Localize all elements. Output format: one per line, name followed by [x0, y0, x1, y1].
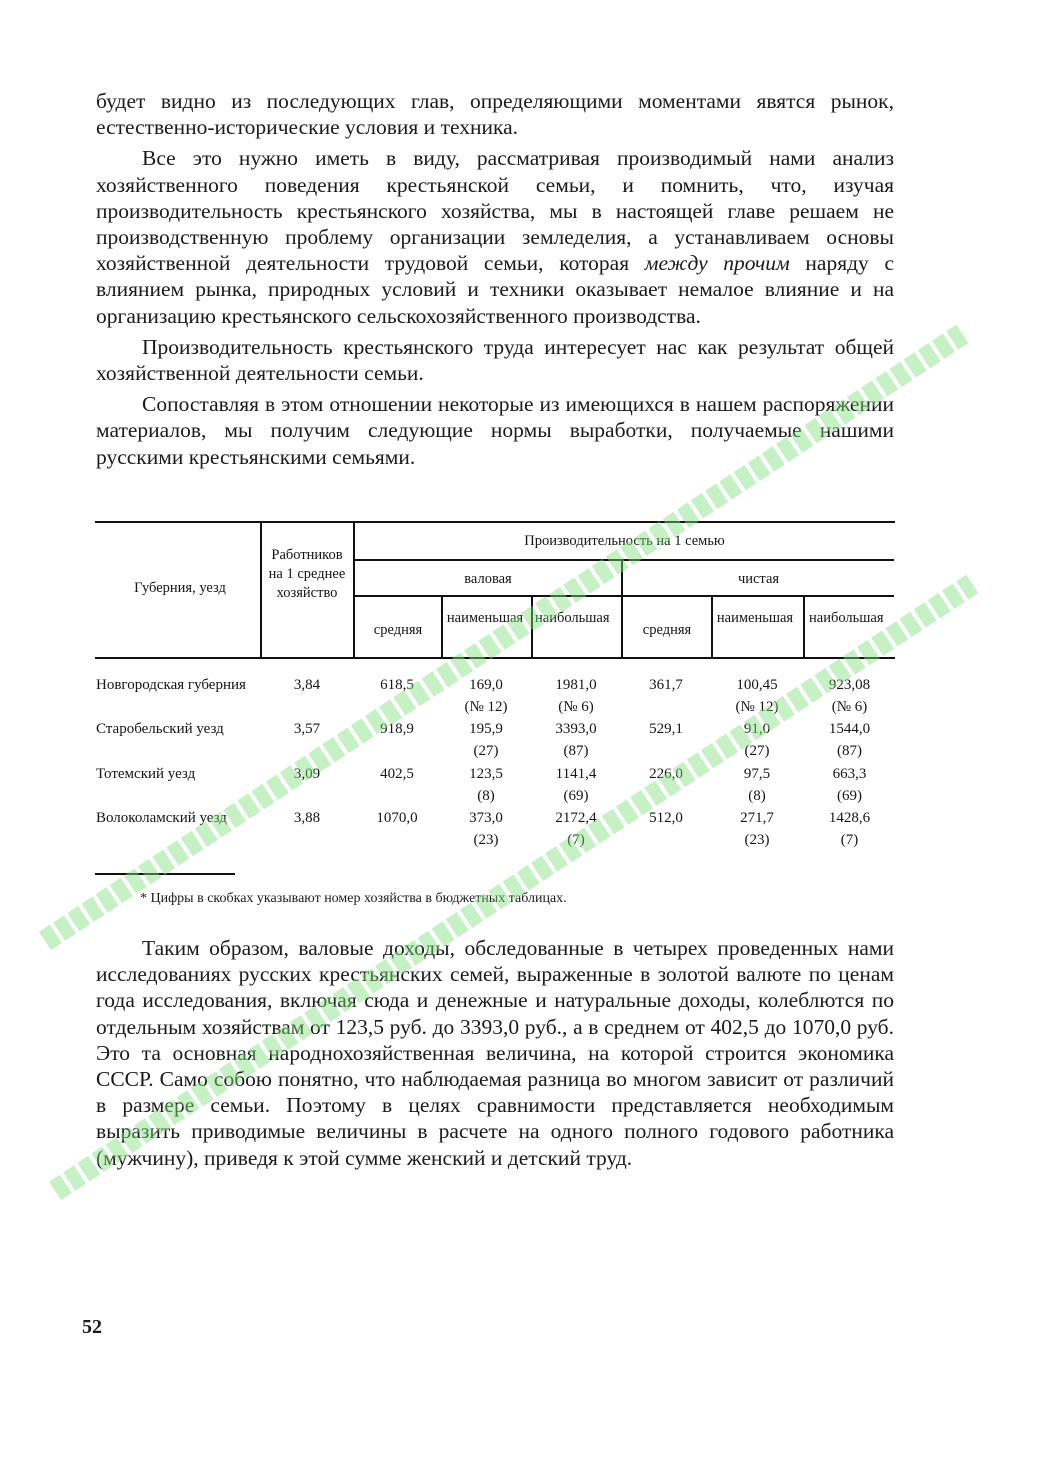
table-cell-gross-avg: 618,5: [380, 677, 414, 693]
table-cell-gross-max: 3393,0: [555, 721, 597, 737]
table-cell-net-max-n: (№ 6): [831, 699, 868, 715]
table-cell-net-max-n: (87): [837, 743, 862, 759]
paragraph-analysis-part2: наряду с влиянием рынка, природных условий и техники оказывает немалое влияние и на организацию крестьянского сельскохозяйственного производства.: [96, 251, 894, 328]
paragraph-comparison: Сопоставляя в этом отношении некоторые из имеющихся в нашем распоряжении материалов, мы получим следующие нормы выработки, получаемые нашими русскими крестьянскими семьями.: [96, 392, 894, 469]
header-net-max: наибольшая: [809, 610, 884, 626]
table-cell-gross-min: 195,9: [469, 721, 503, 737]
table-cell-net-max: 1544,0: [828, 721, 871, 737]
table-row-name: Волоколамский уезд: [96, 810, 227, 826]
table-cell-net-max: 923,08: [828, 677, 871, 693]
table-vline: [531, 596, 533, 657]
page-number: 52: [82, 1316, 102, 1338]
paragraph-productivity: Производительность крестьянского труда интересует нас как результат общей хозяйственной деятельности семьи.: [96, 334, 894, 386]
table-cell-net-avg: 529,1: [649, 721, 683, 737]
header-net-min: наименьшая: [716, 610, 794, 626]
table-cell-net-max-n: (69): [837, 788, 862, 804]
header-gross-avg: средняя: [373, 622, 423, 638]
header-net-avg: средняя: [642, 622, 692, 638]
table-cell-gross-min-n: (8): [477, 788, 495, 804]
footnote-rule: [95, 873, 235, 875]
table-cell-net-min-n: (№ 12): [735, 699, 779, 715]
table-row-name: Старобельский уезд: [96, 721, 224, 737]
body-text-bottom: [96, 935, 894, 1171]
table-vline: [260, 522, 262, 657]
table-cell-gross-min: 373,0: [469, 810, 503, 826]
table-cell-gross-max-n: (№ 6): [558, 699, 594, 715]
table-cell-net-max: 1428,6: [828, 810, 871, 826]
table-cell-gross-avg: 402,5: [380, 766, 414, 782]
table-cell-workers: 3,88: [293, 810, 321, 826]
table-cell-net-min: 91,0: [743, 721, 771, 737]
table-cell-gross-max: 1981,0: [555, 677, 597, 693]
table-cell-gross-min-n: (27): [473, 743, 499, 759]
table-cell-gross-min: 123,5: [469, 766, 503, 782]
table-cell-workers: 3,84: [293, 677, 321, 693]
table-row-name: Тотемский уезд: [96, 766, 196, 782]
table-cell-gross-max-n: (69): [563, 788, 589, 804]
table-cell-gross-avg: 918,9: [380, 721, 414, 737]
table-header-rule-1: [353, 559, 894, 561]
header-workers: Работников на 1 среднее хозяйство: [268, 547, 346, 601]
table-cell-net-max-n: (7): [840, 832, 859, 848]
table-cell-net-min-n: (8): [748, 788, 766, 804]
header-gross: валовая: [464, 571, 512, 587]
table-cell-net-avg: 226,0: [649, 766, 683, 782]
table-row-name: Новгородская губерния: [96, 677, 246, 693]
paragraph-conclusion: Таким образом, валовые доходы, обследованные в четырех проведенных нами исследованиях русских крестьянских семей, выраженные в золотой валюте по ценам года исследования, включая сюда и денежные и натуральные доходы, колеблются по отдельным хозяйствам от 123,5 руб. до 3393,0 руб., а в среднем от 402,5 до 1070,0 руб. Это та основная народнохозяйственная величина, на которой строится экономика СССР. Само собою понятно, что наблюдаемая разница во многом зависит от различий в размере семьи. Поэтому в целях сравнимости представляется необходимым выразить приводимые величины в расчете на одного полного годового работника (мужчину), приведя к этой сумме женский и детский труд.: [96, 936, 894, 1170]
table-cell-net-max: 663,3: [832, 766, 867, 782]
table-cell-gross-min: 169,0: [469, 677, 503, 693]
header-region: Губерния, уезд: [134, 580, 226, 596]
table-cell-net-avg: 361,7: [649, 677, 683, 693]
header-net: чистая: [737, 571, 780, 587]
paragraph-analysis: [96, 145, 894, 328]
paragraph-analysis-part1: Все это нужно иметь в виду, рассматривая производимый нами анализ хозяйственного поведения крестьянской семьи, и помнить, что, изучая производительность крестьянского хозяйства, мы в настоящей главе решаем не производственную проблему организации земледелия, а устанавливаем основы хозяйственной деятельности трудовой семьи, которая: [96, 146, 894, 276]
paragraph-analysis-emphasis: между прочим: [644, 251, 790, 276]
table-cell-net-min: 97,5: [743, 766, 771, 782]
header-productivity: Производительность на 1 семью: [524, 533, 725, 549]
table-top-rule: [95, 521, 895, 523]
footnote: * Цифры в скобках указывают номер хозяйства в бюджетных таблицах.: [140, 891, 567, 906]
table-vline: [441, 596, 443, 657]
table-cell-net-min: 271,7: [740, 810, 774, 826]
header-gross-max: наибольшая: [535, 610, 610, 626]
table-cell-gross-max-n: (7): [567, 832, 585, 848]
table-cell-gross-max-n: (87): [563, 743, 589, 759]
table-cell-gross-max: 2172,4: [555, 810, 597, 826]
table-cell-gross-min-n: (23): [473, 832, 499, 848]
table-vline: [711, 596, 713, 657]
table-header-bottom-rule: [95, 657, 895, 659]
table-cell-workers: 3,09: [293, 766, 321, 782]
table-cell-net-min: 100,45: [736, 677, 778, 693]
header-gross-min: наименьшая: [446, 610, 524, 626]
paragraph-continuation: будет видно из последующих глав, определяющими моментами явятся рынок, естественно-исторические условия и техника.: [96, 89, 894, 140]
table-header-rule-2: [353, 595, 894, 597]
table-cell-net-avg: 512,0: [649, 810, 683, 826]
table-vline: [803, 596, 805, 657]
table-cell-gross-max: 1141,4: [555, 766, 597, 782]
table-cell-workers: 3,57: [293, 721, 321, 737]
table-cell-net-min-n: (23): [744, 832, 770, 848]
table-cell-net-min-n: (27): [744, 743, 770, 759]
body-text-top: [96, 88, 894, 470]
table-cell-gross-avg: 1070,0: [376, 810, 418, 826]
table-cell-gross-min-n: (№ 12): [464, 699, 508, 715]
